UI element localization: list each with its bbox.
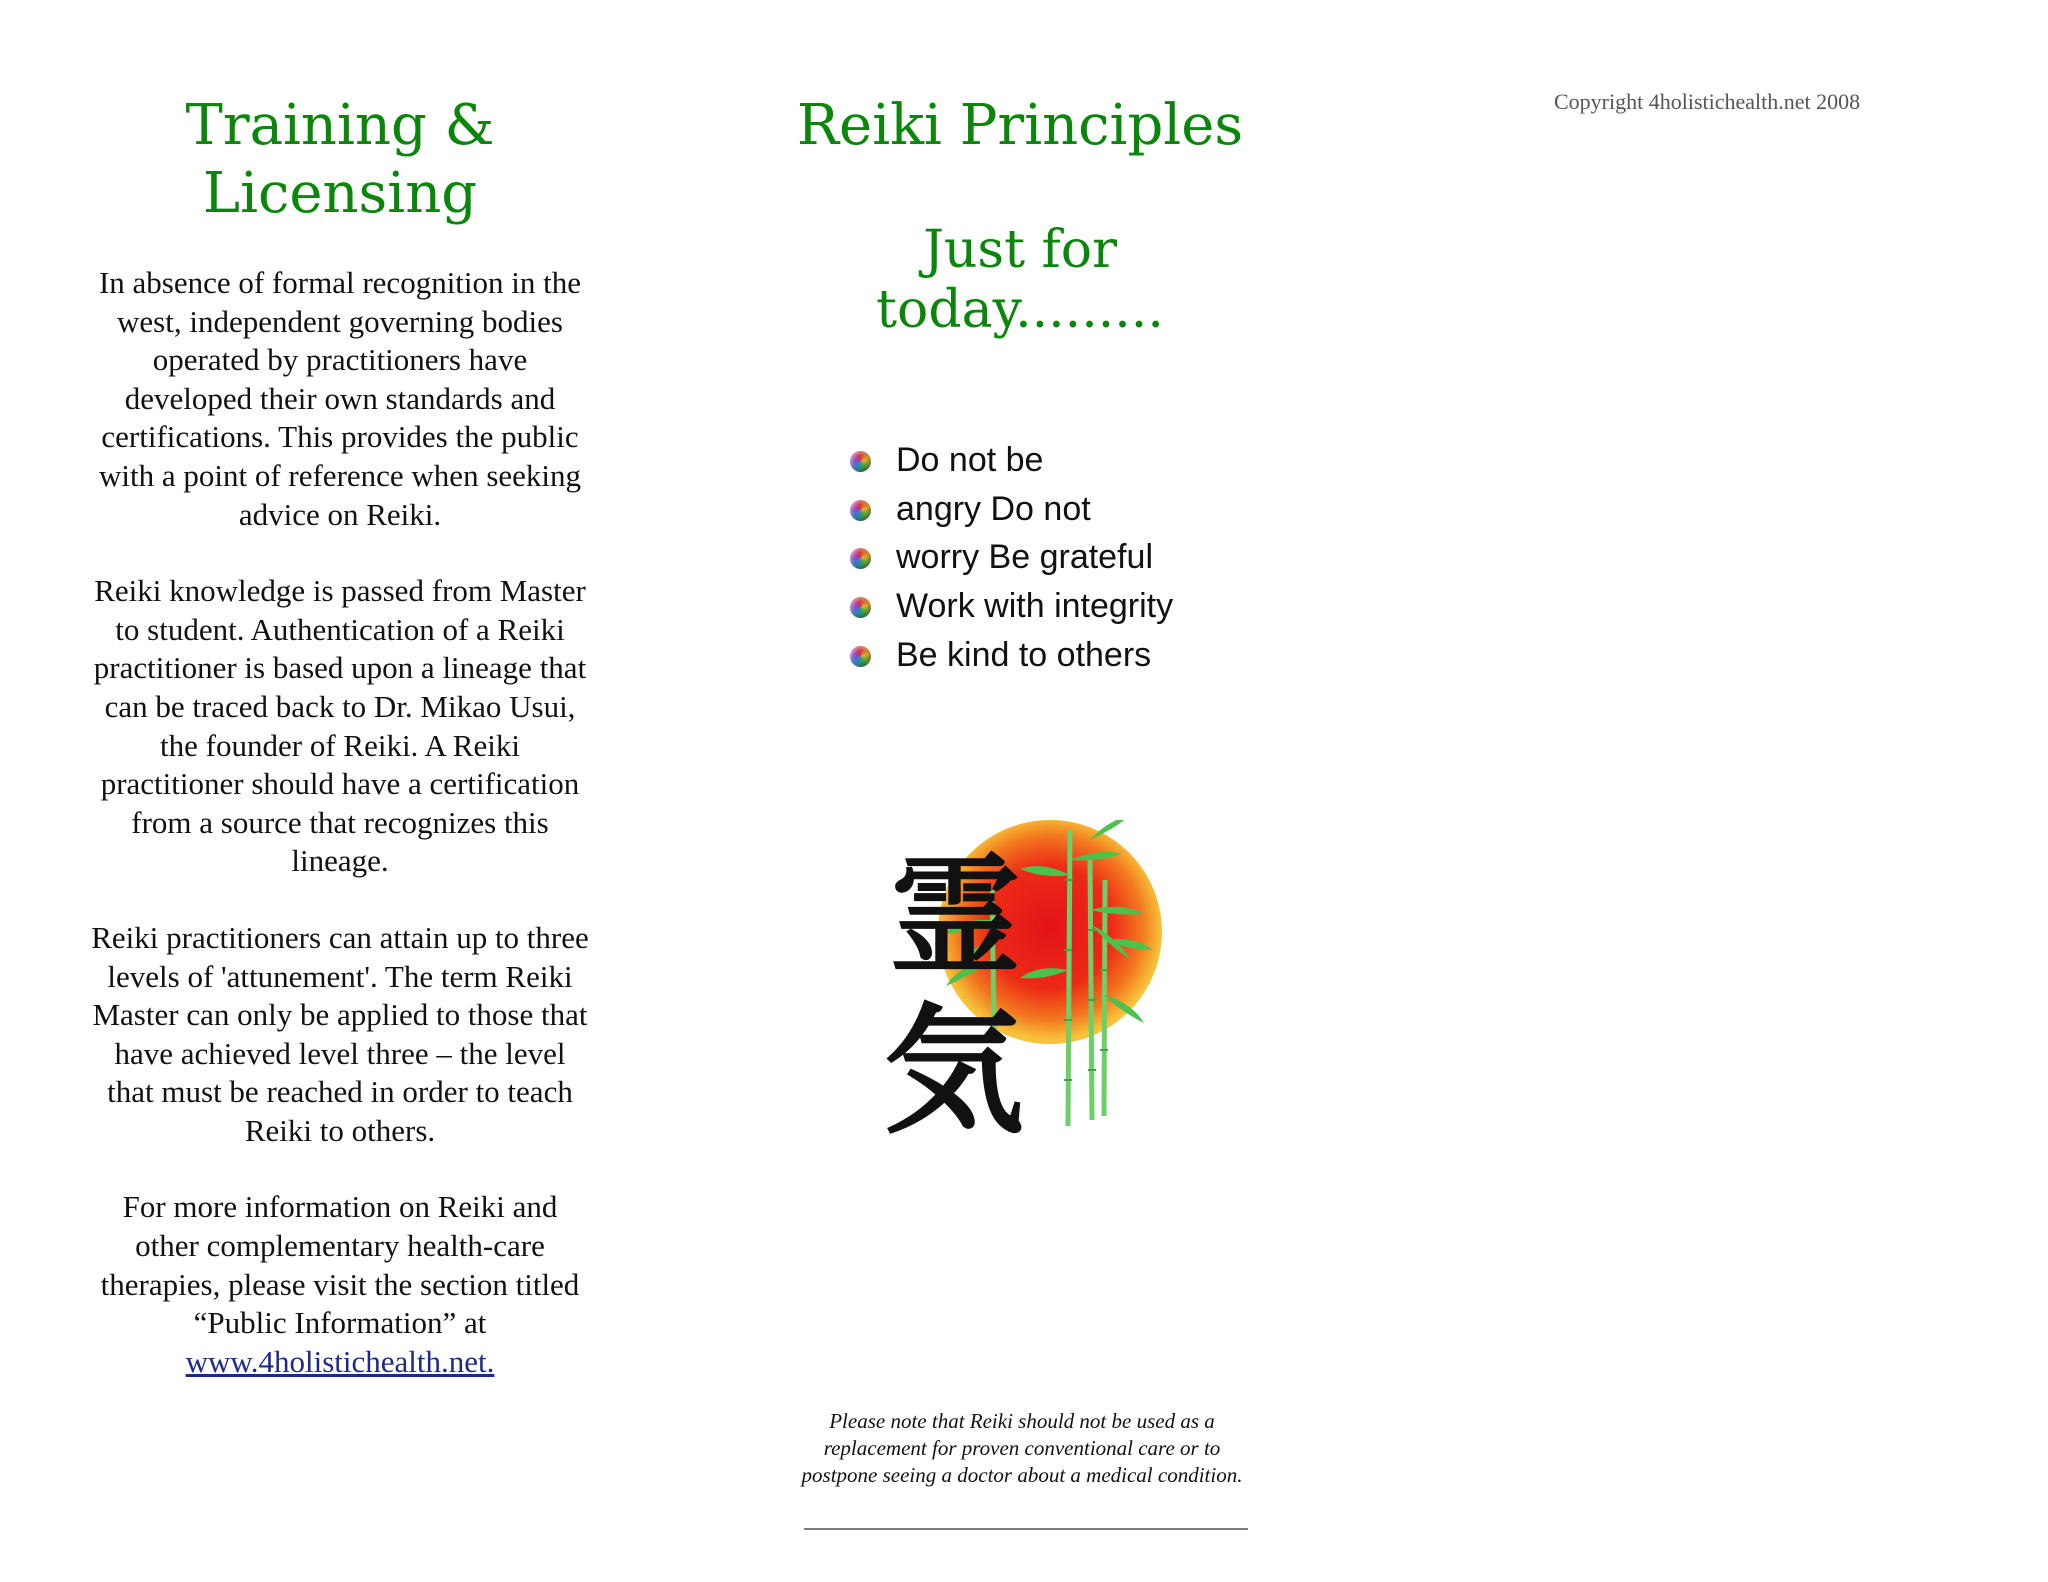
left-panel-body (90, 264, 590, 1381)
principle-text: angry Do not (896, 489, 1091, 528)
paragraph-lineage: Reiki knowledge is passed from Master to student. Authentication of a Reiki practitioner is based upon a lineage that can be traced back to Dr. Mikao Usui, the founder of Reiki. A Reiki practitioner should have a certification from a source that recognizes this lineage. (93, 573, 587, 879)
bullet-icon (850, 548, 871, 569)
paragraph-more-information (90, 1188, 590, 1381)
bullet-icon (850, 597, 871, 618)
kanji-rei-icon: 霊 (890, 840, 1021, 993)
website-link[interactable]: www.4holistichealth.net. (185, 1343, 495, 1379)
paragraph-attunement-levels: Reiki practitioners can attain up to three levels of 'attunement'. The term Reiki Master can only be applied to those that have achieved level three – the level that must be reached in order to teach Reiki to others. (91, 919, 589, 1148)
list-item (850, 631, 1210, 680)
list-item (850, 582, 1210, 631)
kanji-ki-icon: 気 (884, 990, 1025, 1150)
bullet-icon (850, 451, 871, 472)
just-for-today-subtitle: Just for today......... (876, 220, 1164, 340)
middle-panel (780, 0, 1260, 1582)
bullet-icon (850, 500, 871, 521)
list-item (850, 436, 1210, 485)
principle-text: Be kind to others (896, 635, 1152, 674)
copyright-notice: Copyright 4holistichealth.net 2008 (1554, 89, 1861, 114)
training-licensing-title: Training & Licensing (185, 93, 495, 226)
paragraph-formal-recognition: In absence of formal recognition in the west, independent governing bodies operated by practitioners have developed their own standards and certifications. This provides the public with a point of reference when seeking advice on Reiki. (98, 265, 582, 532)
reiki-kanji-sun-bamboo-image (880, 820, 1180, 1150)
disclaimer-divider (804, 1528, 1248, 1530)
list-item (850, 533, 1210, 582)
medical-disclaimer: Please note that Reiki should not be used as a replacement for proven conventional care or to postpone seeing a doctor about a medical condition. (801, 1409, 1243, 1487)
principle-text: Do not be (896, 441, 1044, 479)
list-item (850, 485, 1210, 534)
principles-list (850, 436, 1210, 680)
reiki-principles-title: Reiki Principles (796, 93, 1244, 158)
left-panel (90, 0, 590, 1582)
more-information-text: For more information on Reiki and other complementary health-care therapies, please visit the section titled “Public Information” at (100, 1189, 580, 1341)
bullet-icon (850, 646, 871, 667)
principle-text: Work with integrity (896, 587, 1174, 626)
principle-text: worry Be grateful (896, 538, 1153, 577)
